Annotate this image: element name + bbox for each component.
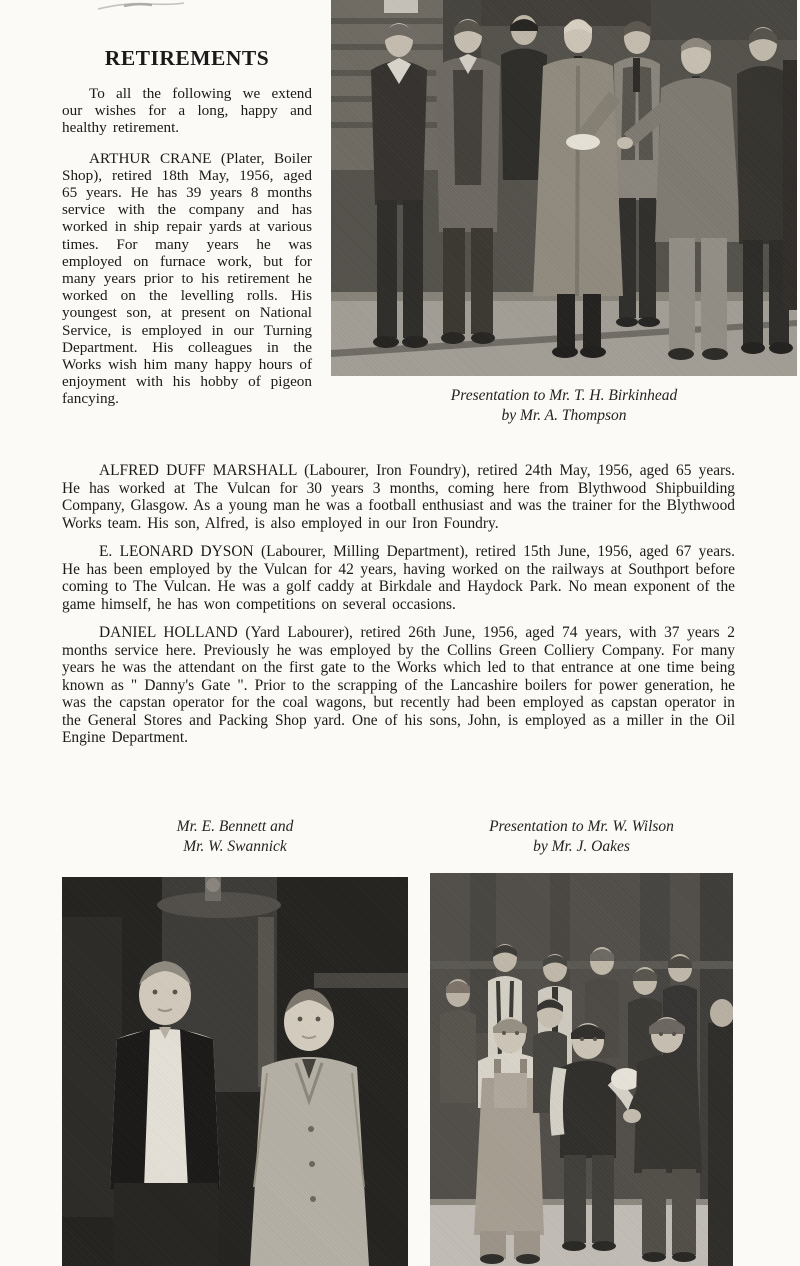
left-column	[62, 46, 312, 421]
main-text-block	[62, 462, 735, 758]
paragraph-arthur-crane: ARTHUR CRANE (Plater, Boiler Shop), retired 18th May, 1956, aged 65 years. He has 39 years 8 months service with the company and has worked in ship repair yards at various times. For many years he was employed on furnace work, but for many years prior to his retirement he worked on the levelling rolls. His youngest son, at present on National Service, is employed in our Turning Department. His colleagues in the Works wish him many happy hours of enjoyment with his hobby of pigeon fancying.	[62, 149, 312, 408]
page-title: RETIREMENTS	[104, 46, 270, 70]
group-photo-illustration	[331, 0, 797, 376]
caption-bennett-swannick	[62, 817, 408, 857]
caption-bennett-line2: Mr. W. Swannick	[183, 838, 287, 855]
group-presentation-illustration	[430, 873, 733, 1266]
photo-wilson-presentation	[430, 873, 733, 1266]
caption-wilson-line2: by Mr. J. Oakes	[533, 838, 630, 855]
paragraph-e-leonard-dyson: E. LEONARD DYSON (Labourer, Milling Department), retired 15th June, 1956, aged 67 years. He has been employed by the Vulcan for 42 years, having worked on the railways at Southport before coming to The Vulcan. He was a golf caddy at Birkdale and Haydock Park. No mean exponent of the game himself, he has won competitions on several occasions.	[62, 543, 735, 613]
paragraph-alfred-duff-marshall: ALFRED DUFF MARSHALL (Labourer, Iron Foundry), retired 24th May, 1956, aged 65 years. He has worked at The Vulcan for 30 years 3 months, coming here from Blythwood Shipbuilding Company, Glasgow. As a young man he was a football enthusiast and was the trainer for the Blythwood Works team. His son, Alfred, is also employed in our Iron Foundry.	[62, 462, 735, 532]
caption-birkinhead-line1: Presentation to Mr. T. H. Birkinhead	[450, 387, 678, 404]
two-men-photo-illustration	[62, 877, 408, 1266]
photo-birkinhead-presentation	[331, 0, 797, 376]
caption-birkinhead-line2: by Mr. A. Thompson	[501, 407, 627, 424]
photo-bennett-swannick	[62, 877, 408, 1266]
caption-wilson-oakes	[430, 817, 733, 857]
caption-bennett-line1: Mr. E. Bennett and	[176, 818, 294, 835]
ink-smudge	[96, 0, 186, 12]
intro-paragraph: To all the following we extend our wishes for a long, happy and healthy retirement.	[62, 85, 312, 137]
caption-wilson-line1: Presentation to Mr. W. Wilson	[489, 818, 674, 835]
caption-birkinhead	[331, 386, 797, 426]
paragraph-daniel-holland: DANIEL HOLLAND (Yard Labourer), retired 26th June, 1956, aged 74 years, with 37 years 2 months service here. Previously he was employed by the Collins Green Colliery Company. For many years he was the attendant on the first gate to the Works which led to that entrance at one time being known as " Danny's Gate ". Prior to the scrapping of the Lancashire boilers for power generation, he was the capstan operator for the coal wagons, but recently had been employed as capstan operator in the General Stores and Packing Shop yard. One of his sons, John, is employed as a miller in the Oil Engine Department.	[62, 624, 735, 746]
